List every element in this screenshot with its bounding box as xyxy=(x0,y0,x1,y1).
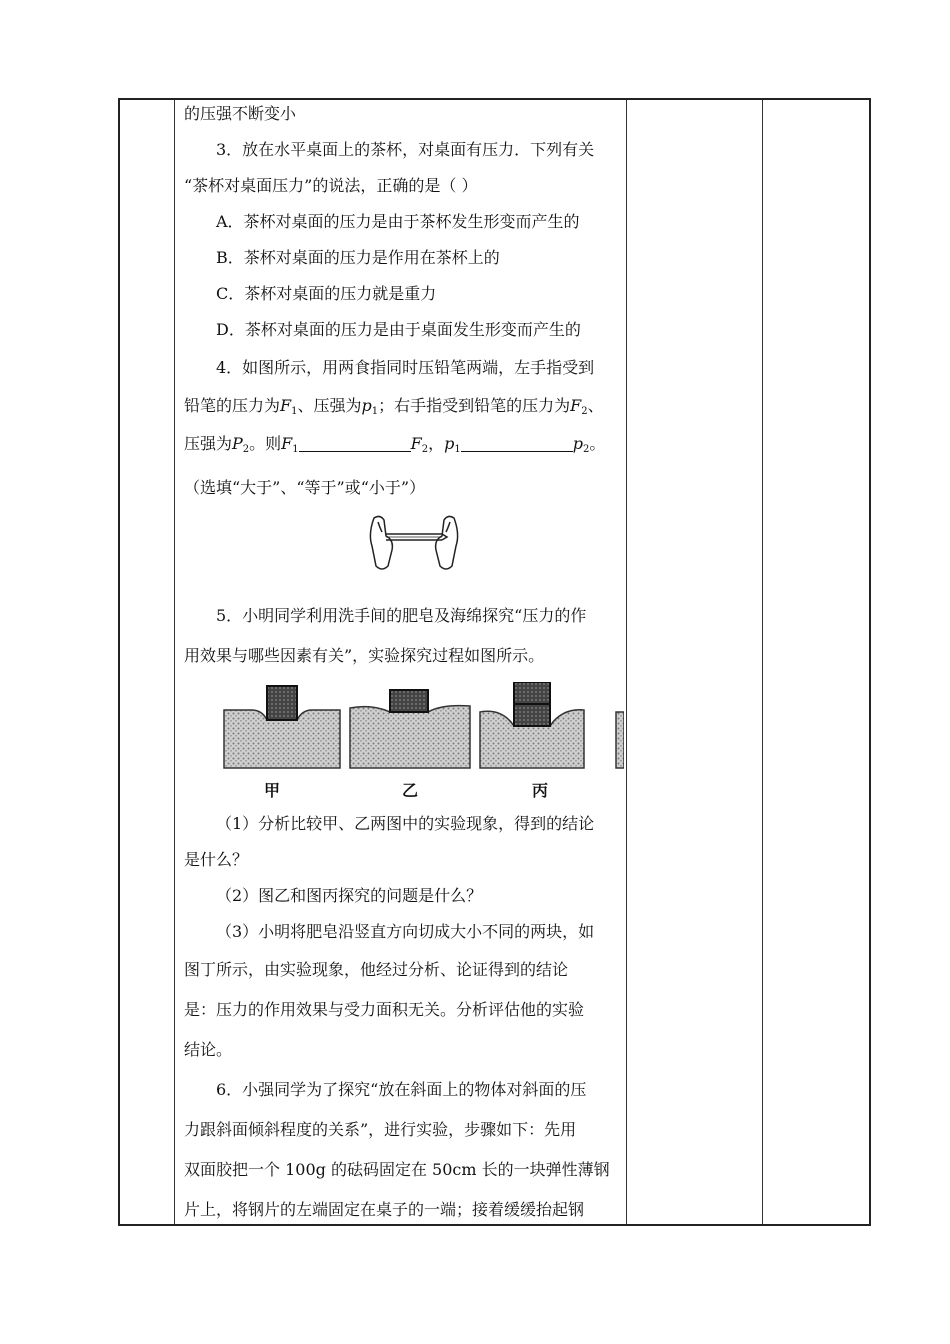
question-5-part-1: （1）分析比较甲、乙两图中的实验现象，得到的结论 xyxy=(216,814,595,833)
column-divider xyxy=(626,100,627,1224)
question-4-line2: 铅笔的压力为$F_1$、压强为$p_1$；右手指受到铅笔的压力为$F_2$、 xyxy=(184,396,604,417)
answer-blank-2[interactable] xyxy=(461,435,573,452)
question-6-stem: 6．小强同学为了探究“放在斜面上的物体对斜面的压 xyxy=(216,1080,587,1099)
answer-blank-1[interactable] xyxy=(299,435,411,452)
column-divider xyxy=(174,100,175,1224)
question-4-hint: （选填“大于”、“等于”或“小于”） xyxy=(184,478,426,497)
question-5-part-1-cont: 是什么？ xyxy=(184,850,249,869)
column-divider xyxy=(762,100,763,1224)
question-4-line3: 压强为$P_2$。则$F_1$ $F_2$，$p_1$ $p_2$。 xyxy=(184,434,606,455)
figure-label-bing: 丙 xyxy=(532,781,549,800)
question-6-stem-cont: 双面胶把一个 100g 的砝码固定在 50cm 长的一块弹性薄钢 xyxy=(184,1160,610,1179)
question-3-stem-cont: “茶杯对桌面压力”的说法，正确的是（ ） xyxy=(184,176,478,195)
option-d: D．茶杯对桌面的压力是由于桌面发生形变而产生的 xyxy=(216,320,581,339)
question-6-stem-cont: 片上，将钢片的左端固定在桌子的一端；接着缓缓抬起钢 xyxy=(184,1200,585,1219)
question-3-stem: 3．放在水平桌面上的茶杯，对桌面有压力．下列有关 xyxy=(216,140,595,159)
option-b: B．茶杯对桌面的压力是作用在茶杯上的 xyxy=(216,248,500,267)
pencil-fingers-figure xyxy=(364,514,464,574)
question-5-part-3: （3）小明将肥皂沿竖直方向切成大小不同的两块，如 xyxy=(216,922,595,941)
figure-label-yi: 乙 xyxy=(402,781,419,800)
question-5-part-3-cont: 图丁所示，由实验现象，他经过分析、论证得到的结论 xyxy=(184,960,569,979)
question-5-stem: 5．小明同学利用洗手间的肥皂及海绵探究“压力的作 xyxy=(216,606,587,625)
option-a: A．茶杯对桌面的压力是由于茶杯发生形变而产生的 xyxy=(216,212,580,231)
question-6-stem-cont: 力跟斜面倾斜程度的关系”，进行实验，步骤如下：先用 xyxy=(184,1120,577,1139)
question-5-stem-cont: 用效果与哪些因素有关”，实验探究过程如图所示。 xyxy=(184,646,545,665)
question-5-part-2: （2）图乙和图丙探究的问题是什么？ xyxy=(216,886,483,905)
question-5-part-3-cont: 结论。 xyxy=(184,1040,233,1059)
question-4-stem: 4．如图所示，用两食指同时压铅笔两端，左手指受到 xyxy=(216,358,595,377)
soap-sponge-figure xyxy=(222,682,624,772)
figure-label-jia: 甲 xyxy=(264,781,281,800)
text-line: 的压强不断变小 xyxy=(184,104,297,123)
option-c: C．茶杯对桌面的压力就是重力 xyxy=(216,284,437,303)
question-5-part-3-cont: 是：压力的作用效果与受力面积无关。分析评估他的实验 xyxy=(184,1000,585,1019)
